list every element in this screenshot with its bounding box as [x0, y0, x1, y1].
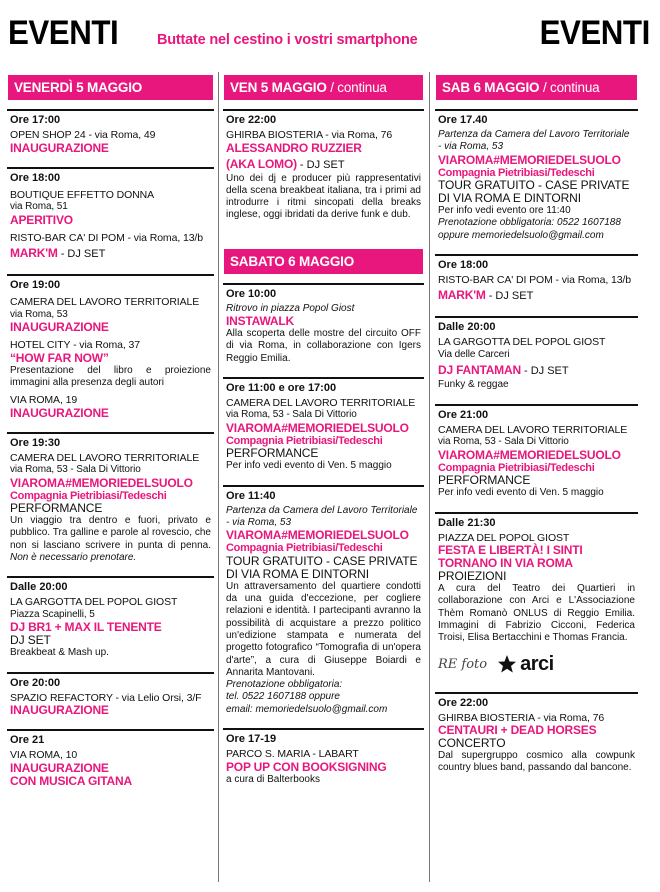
- event-description: Funky & reggae: [438, 379, 509, 391]
- column-divider: [429, 72, 430, 882]
- event-category: DI VIA ROMA E DINTORNI: [226, 566, 369, 581]
- event-block: [7, 672, 214, 722]
- event-note: Per info vedi evento di Ven. 5 maggio: [226, 460, 392, 472]
- event-title: MARK'M: [438, 288, 486, 303]
- event-venue: BOUTIQUE EFFETTO DONNA: [10, 188, 155, 201]
- column-friday: [7, 74, 214, 792]
- event-description: Presentazione del libro e proiezione immagini alla presenza degli autori: [10, 364, 211, 388]
- event-block: [435, 316, 638, 395]
- event-category: TOUR GRATUITO - CASE PRIVATE: [438, 178, 630, 193]
- event-category: PERFORMANCE: [226, 446, 319, 461]
- event-block: [435, 109, 638, 246]
- event-description: Un attraversamento del quartiere condotti da una guida d'eccezione, per cogliere relazioni e identità. I partecipanti avranno la possibilità di acquistare a prezzo politico un'edizione stampata e numerata del progetto fotografico “Tomografia di un'opera d'arte”, a cura di Giuseppe Boiardi e Annarita Mantovani.: [226, 580, 421, 678]
- event-title: “HOW FAR NOW”: [10, 350, 109, 365]
- event-block: [223, 728, 424, 790]
- event-time: Ore 18:00: [438, 258, 489, 271]
- event-venue: CAMERA DEL LAVORO TERRITORIALE: [438, 423, 628, 436]
- refoto-logo: RE foto: [438, 656, 488, 672]
- column-saturday-continued: [435, 74, 638, 779]
- event-venue: CAMERA DEL LAVORO TERRITORIALE: [10, 296, 200, 308]
- event-time: Dalle 20:00: [10, 581, 68, 594]
- event-note: Per info vedi evento di Ven. 5 maggio: [438, 487, 604, 499]
- event-title-line: [438, 286, 635, 304]
- event-block: [435, 692, 638, 779]
- event-title: APERITIVO: [10, 212, 73, 227]
- event-contact-email[interactable]: oppure memoriedelsuolo@gmail.com: [438, 229, 604, 241]
- event-block: [223, 377, 424, 477]
- event-venue: Partenza da Camera del Lavoro Territoriale - via Roma, 53: [438, 129, 630, 153]
- event-time: Ore 21: [10, 734, 45, 747]
- event-note: Non è necessario prenotare.: [10, 551, 137, 563]
- event-venue: GHIRBA BIOSTERIA - via Roma, 76: [438, 711, 605, 724]
- day-banner: SABATO 6 MAGGIO: [223, 248, 424, 275]
- event-title: TORNANO IN VIA ROMA: [438, 556, 573, 571]
- event-block: [435, 512, 638, 684]
- event-title-line: [438, 361, 635, 379]
- event-category: PERFORMANCE: [438, 473, 531, 488]
- event-type: - DJ SET: [296, 158, 345, 171]
- event-title: ALESSANDRO RUZZIER: [226, 140, 362, 155]
- event-company: Compagnia Pietribiasi/Tedeschi: [438, 166, 595, 179]
- event-venue: VIA ROMA, 10: [10, 749, 78, 762]
- page-header: [0, 0, 660, 62]
- event-venue: LA GARGOTTA DEL POPOL GIOST: [438, 336, 606, 349]
- event-time: Dalle 21:30: [438, 516, 496, 529]
- event-title: INAUGURAZIONE: [10, 760, 109, 775]
- event-block: [435, 404, 638, 504]
- event-description: Un viaggio tra dentro e fuori, privato e pubblico. Tra galline e parole al rovescio, che non si lasciano scrivere in punta di penna. Non è necessario prenotare.: [10, 515, 211, 563]
- event-venue: OPEN SHOP 24 - via Roma, 49: [10, 129, 156, 141]
- event-block: [7, 432, 214, 569]
- header-title-right: EVENTI: [539, 14, 650, 52]
- day-banner: SAB 6 MAGGIO / continua: [435, 74, 638, 101]
- event-time: Ore 17:00: [10, 114, 61, 126]
- event-description: A cura del Teatro dei Quartieri in collaborazione con Arci e L'Associazione Thèm Romanò ONLUS di Reggio Emilia. Immagini di Fabrizio Cicconi, Federica Troisi, Elisa Bertacchini e Thomas Francia.: [438, 583, 635, 644]
- header-title-left: EVENTI: [8, 14, 119, 52]
- event-block: [435, 254, 638, 309]
- event-contact-email[interactable]: email: memoriedelsuolo@gmail.com: [226, 703, 388, 715]
- event-description: Breakbeat & Mash up.: [10, 647, 109, 659]
- event-address: Via delle Carceri: [438, 348, 510, 360]
- event-title-line: [10, 244, 211, 262]
- event-time: Ore 17.40: [438, 114, 488, 126]
- header-tagline: Buttate nel cestino i vostri smartphone: [157, 32, 418, 48]
- event-address: via Roma, 53 - Sala Di Vittorio: [438, 436, 569, 448]
- event-block: [7, 576, 214, 663]
- event-time: Ore 17-19: [226, 733, 277, 746]
- event-venue: PARCO S. MARIA - LABART: [226, 748, 359, 761]
- event-note: Prenotazione obbligatoria: 0522 1607188: [438, 217, 621, 229]
- event-note: Prenotazione obbligatoria:: [226, 679, 343, 691]
- event-title-line: [226, 155, 421, 173]
- day-banner: VENERDÌ 5 MAGGIO: [7, 74, 214, 101]
- event-venue: PIAZZA DEL POPOL GIOST: [438, 531, 570, 544]
- event-title: DJ FANTAMAN: [438, 363, 521, 378]
- event-block: [7, 274, 214, 424]
- star-icon: [497, 654, 517, 674]
- event-type: - DJ SET: [520, 365, 569, 378]
- event-time: Dalle 20:00: [438, 321, 496, 334]
- event-note: tel. 0522 1607188 oppure: [226, 691, 340, 703]
- event-title: INAUGURAZIONE: [10, 703, 109, 718]
- event-venue: RISTO-BAR CA' DI POM - via Roma, 13/b: [438, 273, 631, 286]
- event-address: Piazza Scapinelli, 5: [10, 608, 95, 620]
- day-banner: VEN 5 MAGGIO / continua: [223, 74, 424, 101]
- event-title: VIAROMA#MEMORIEDELSUOLO: [438, 447, 621, 462]
- event-title: INSTAWALK: [226, 313, 294, 328]
- event-description: a cura di Balterbooks: [226, 773, 320, 785]
- event-address: via Roma, 53 - Sala Di Vittorio: [226, 409, 357, 421]
- event-title: CON MUSICA GITANA: [10, 773, 132, 788]
- sponsor-logos: [438, 653, 635, 676]
- event-title: MARK'M: [10, 246, 58, 260]
- event-type: - DJ SET: [57, 248, 106, 260]
- event-category: PERFORMANCE: [10, 501, 103, 516]
- event-type: - DJ SET: [485, 290, 534, 303]
- event-venue: Ritrovo in piazza Popol Giost: [226, 302, 355, 314]
- event-title: VIAROMA#MEMORIEDELSUOLO: [438, 152, 621, 167]
- event-time: Ore 19:00: [10, 279, 61, 291]
- event-title: DJ BR1 + MAX IL TENENTE: [10, 620, 162, 635]
- event-venue: Partenza da Camera del Lavoro Territoriale - via Roma, 53: [226, 504, 418, 528]
- event-title: INAUGURAZIONE: [10, 405, 109, 420]
- event-category: CONCERTO: [438, 736, 506, 751]
- event-block: [7, 109, 214, 159]
- event-venue: CAMERA DEL LAVORO TERRITORIALE: [226, 396, 416, 409]
- event-address: via Roma, 53: [10, 308, 68, 320]
- event-description: Per info vedi evento ore 11:40: [438, 205, 571, 217]
- event-category: TOUR GRATUITO - CASE PRIVATE: [226, 553, 418, 568]
- event-title: VIAROMA#MEMORIEDELSUOLO: [226, 420, 409, 435]
- event-company: Compagnia Pietribiasi/Tedeschi: [10, 489, 167, 502]
- column-divider: [218, 72, 219, 882]
- event-company: Compagnia Pietribiasi/Tedeschi: [226, 434, 383, 447]
- event-description: Dal supergruppo cosmico alla cowpunk country blues band, passando dal bancone.: [438, 750, 635, 774]
- event-block: [7, 167, 214, 267]
- event-title: VIAROMA#MEMORIEDELSUOLO: [10, 475, 193, 490]
- arci-logo: arci: [497, 653, 554, 676]
- event-venue: HOTEL CITY - via Roma, 37: [10, 339, 140, 351]
- event-title: POP UP CON BOOKSIGNING: [226, 759, 387, 774]
- event-block: [223, 283, 424, 369]
- event-venue: CAMERA DEL LAVORO TERRITORIALE: [10, 451, 200, 464]
- event-block: [7, 729, 214, 792]
- event-company: Compagnia Pietribiasi/Tedeschi: [226, 542, 383, 555]
- event-time: Ore 10:00: [226, 287, 277, 300]
- event-venue: GHIRBA BIOSTERIA - via Roma, 76: [226, 129, 393, 141]
- event-category: DI VIA ROMA E DINTORNI: [438, 191, 581, 206]
- event-venue: LA GARGOTTA DEL POPOL GIOST: [10, 596, 178, 609]
- event-block: [223, 109, 424, 226]
- event-time: Ore 22:00: [226, 114, 277, 126]
- event-time: Ore 11:00 e ore 17:00: [226, 381, 337, 394]
- event-category: PROIEZIONI: [438, 569, 507, 584]
- event-description: Alla scoperta delle mostre del circuito OFF di via Roma, in collaborazione con Igers Reggio Emilia.: [226, 327, 421, 364]
- event-time: Ore 11:40: [226, 489, 276, 502]
- event-title: CENTAURI + DEAD HORSES: [438, 723, 597, 738]
- event-title: VIAROMA#MEMORIEDELSUOLO: [226, 528, 409, 543]
- event-time: Ore 18:00: [10, 171, 61, 184]
- event-time: Ore 21:00: [438, 408, 489, 421]
- event-title: FESTA E LIBERTÀ! I SINTI: [438, 543, 583, 558]
- event-description: Uno dei dj e producer più rappresentativi della scena breakbeat italiana, tra i primi ad introdurre i ritmi sincopati della breaks inglese, oggi ibridati da derive funk e dub.: [226, 172, 421, 221]
- event-address: via Roma, 53 - Sala Di Vittorio: [10, 464, 141, 476]
- event-title: INAUGURAZIONE: [10, 320, 109, 334]
- event-address: via Roma, 51: [10, 201, 68, 212]
- event-venue: RISTO-BAR CA' DI POM - via Roma, 13/b: [10, 231, 203, 244]
- event-venue: VIA ROMA, 19: [10, 394, 78, 407]
- event-time: Ore 22:00: [438, 696, 489, 709]
- event-time: Ore 20:00: [10, 676, 61, 689]
- event-title: (AKA LOMO): [226, 156, 297, 171]
- event-category: DJ SET: [10, 633, 51, 648]
- event-venue: SPAZIO REFACTORY - via Lelio Orsi, 3/F: [10, 691, 202, 704]
- event-title: INAUGURAZIONE: [10, 140, 109, 155]
- event-company: Compagnia Pietribiasi/Tedeschi: [438, 461, 595, 474]
- event-block: [223, 485, 424, 720]
- event-time: Ore 19:30: [10, 436, 61, 449]
- column-friday-continued: [223, 74, 424, 790]
